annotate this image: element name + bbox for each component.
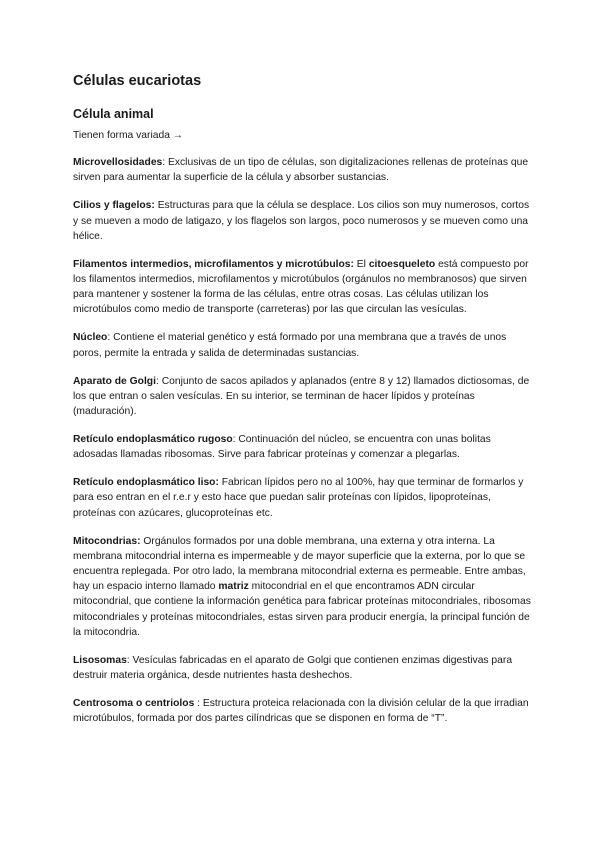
term: Filamentos intermedios, microfilamentos y microtúbulos: — [73, 258, 354, 270]
definition-continued: mitocondrial en el que encontramos ADN circular mitocondrial, que contiene la información genética para fabricar proteínas mitocondriales, ribosomas mitocondriales y proteínas mitocondriales, estas sirven para producir energía, la principal función de la mitocondria. — [73, 581, 531, 638]
definition: Estructuras para que la célula se desplace. Los cilios son muy numerosos, cortos y se mueven a modo de latigazo, y los flagelos son largos, poco numerosos y se mueven como una hélice. — [73, 200, 530, 242]
paragraph-centrosoma: Centrosoma o centriolos : Estructura proteica relacionada con la división celular de la que irradian microtúbulos, formada por dos partes cilíndricas que se disponen en forma de “T”. — [73, 698, 529, 725]
term: Aparato de Golgi — [73, 375, 156, 387]
paragraph-mitocondrias — [73, 534, 533, 640]
definition: Fabrican lípidos pero no al 100%, hay que terminar de formarlos y para eso entran en el r.e.r y esto hace que puedan salir proteínas con lípidos, lipoproteínas, proteínas con azúcares, glucoproteínas etc. — [73, 477, 524, 519]
document-page — [73, 72, 533, 739]
section-heading: Célula animal — [73, 107, 154, 121]
definition: Contiene el material genético y está formado por una membrana que a través de unos poros, permite la entrada y salida de determinadas sustancias. — [73, 332, 507, 359]
term: Retículo endoplasmático rugoso — [73, 434, 233, 446]
term: Núcleo — [73, 332, 108, 344]
term: Retículo endoplasmático liso: — [73, 477, 219, 489]
paragraph-cilios — [73, 198, 533, 244]
paragraph-golgi: Aparato de Golgi: Conjunto de sacos apilados y aplanados (entre 8 y 12) llamados dictiosomas, de los que entran o salen vesículas. En su interior, se terminan de hacer lípidos y proteínas (maduración). — [73, 375, 530, 418]
paragraph-rel — [73, 475, 533, 521]
intro-text: Tienen forma variada → — [73, 130, 184, 141]
term: Mitocondrias: — [73, 535, 141, 547]
definition: Orgánulos formados por una doble membrana, una externa y otra interna. La membrana mitocondrial interna es impermeable y de mayor superficie que la externa, por lo que se encuentra replegada. Por otro lado, la membrana mitocondrial externa es permeable. Entre ambas, hay un espacio interno llamado — [73, 535, 526, 593]
term-matriz: matriz — [218, 581, 249, 593]
paragraph-nucleo: Núcleo: Contiene el material genético y está formado por una membrana que a través de unos poros, permite la entrada y salida de determinadas sustancias. — [73, 332, 507, 359]
paragraph-filamentos: Filamentos intermedios, microfilamentos y microtúbulos: El citoesqueleto está compuesto por los filamentos intermedios, microfilamentos y microtúbulos (orgánulos no membranosos) que sirven para mantener y sostener la forma de las células, entre otras cosas. Las células utilizan los microtúbulos como medio de transporte (carreteras) por las que circulan las vesículas. — [73, 258, 529, 316]
definition: Vesículas fabricadas en el aparato de Golgi que contienen enzimas digestivas para destruir materia orgánica, desde nutrientes hasta deshechos. — [73, 654, 513, 682]
definition: Estructura proteica relacionada con la división celular de la que irradian microtúbulos, formada por dos partes cilíndricas que se disponen en forma de “T”. — [73, 698, 529, 725]
paragraph-rer: Retículo endoplasmático rugoso: Continuación del núcleo, se encuentra con unas bolitas adosadas llamadas ribosomas. Sirve para fabricar proteínas y comenzar a plegarlas. — [73, 434, 491, 461]
term: Centrosoma o centriolos — [73, 698, 195, 710]
term: Lisosomas — [73, 654, 127, 666]
definition: Conjunto de sacos apilados y aplanados (entre 8 y 12) llamados dictiosomas, de los que entran o salen vesículas. En su interior, se terminan de hacer lípidos y proteínas (maduración). — [73, 375, 530, 418]
term: Microvellosidades — [73, 157, 163, 169]
term: Cilios y flagelos: — [73, 200, 155, 212]
paragraph-microvellosidades: Microvellosidades: Exclusivas de un tipo de células, son digitalizaciones rellenas de proteínas que sirven para aumentar la superficie de la célula y absorber sustancias. — [73, 157, 529, 184]
definition: Exclusivas de un tipo de células, son digitalizaciones rellenas de proteínas que sirven para aumentar la superficie de la célula y absorber sustancias. — [73, 157, 529, 184]
term-citoesqueleto: citoesqueleto — [368, 258, 436, 270]
definition: Continuación del núcleo, se encuentra con unas bolitas adosadas llamadas ribosomas. Sirve para fabricar proteínas y comenzar a plegarlas. — [73, 434, 491, 461]
definition: está compuesto por los filamentos intermedios, microfilamentos y microtúbulos (orgánulos no membranosos) que sirven para mantener y sostener la forma de las células, entre otras cosas. Las células utilizan los microtúbulos como medio de transporte (carreteras) por las que circulan las vesículas. — [73, 258, 529, 316]
paragraph-lisosomas: Lisosomas: Vesículas fabricadas en el aparato de Golgi que contienen enzimas digestivas para destruir materia orgánica, desde nutrientes hasta deshechos. — [73, 654, 513, 682]
document-title: Células eucariotas — [73, 73, 202, 89]
